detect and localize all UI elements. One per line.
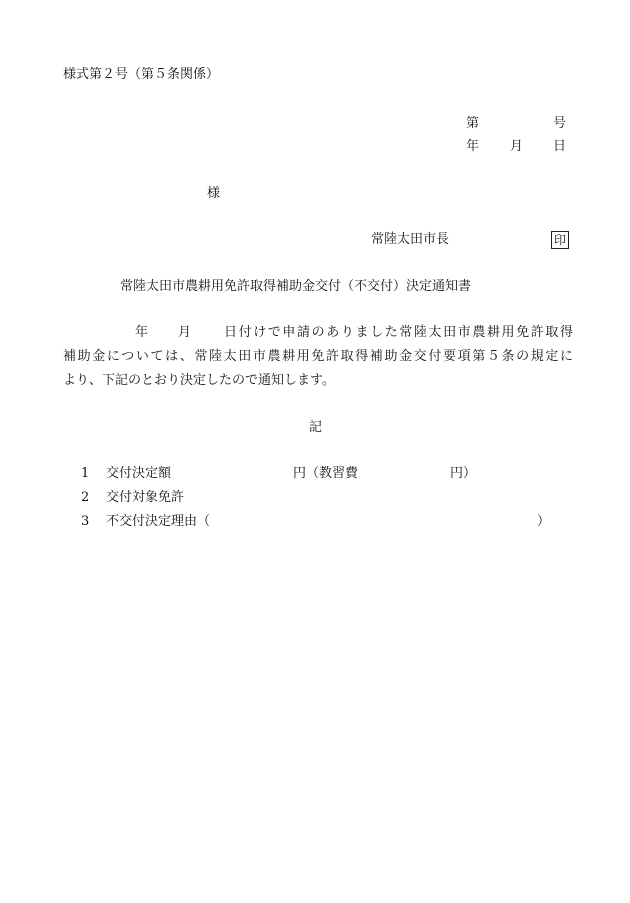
body-line-3: より、下記のとおり決定したので通知します。: [63, 373, 335, 388]
date-month: 月: [510, 139, 524, 154]
form-number: 様式第２号（第５条関係）: [63, 67, 220, 82]
date-day: 日: [553, 139, 567, 154]
body-line-2: 補助金については、常陸太田市農耕用免許取得補助金交付要項第５条の規定に: [63, 349, 573, 364]
reason-close-paren: ）: [537, 514, 551, 529]
issuer-name: 常陸太田市長: [371, 232, 450, 247]
recipient-honorific: 様: [207, 186, 221, 201]
item-number: 2: [81, 490, 90, 505]
body-month: 月: [178, 325, 192, 340]
seal-mark: 印: [551, 231, 569, 249]
doc-number-suffix: 号: [553, 116, 567, 131]
document-title: 常陸太田市農耕用免許取得補助金交付（不交付）決定通知書: [120, 279, 472, 294]
item-label: 不交付決定理由（: [106, 514, 211, 529]
item-number: 1: [81, 466, 90, 481]
ki-heading: 記: [309, 420, 323, 435]
doc-number-prefix: 第: [466, 116, 480, 131]
body-line-1: 日付けで申請のありました常陸太田市農耕用免許取得: [224, 325, 573, 340]
item-label: 交付対象免許: [106, 490, 185, 505]
item-fee-yen-close: 円）: [450, 466, 477, 481]
item-amount-yen-fee: 円（教習費: [293, 466, 359, 481]
body-year: 年: [135, 325, 149, 340]
item-number: 3: [81, 514, 90, 529]
date-year: 年: [466, 139, 480, 154]
item-label: 交付決定額: [106, 466, 172, 481]
